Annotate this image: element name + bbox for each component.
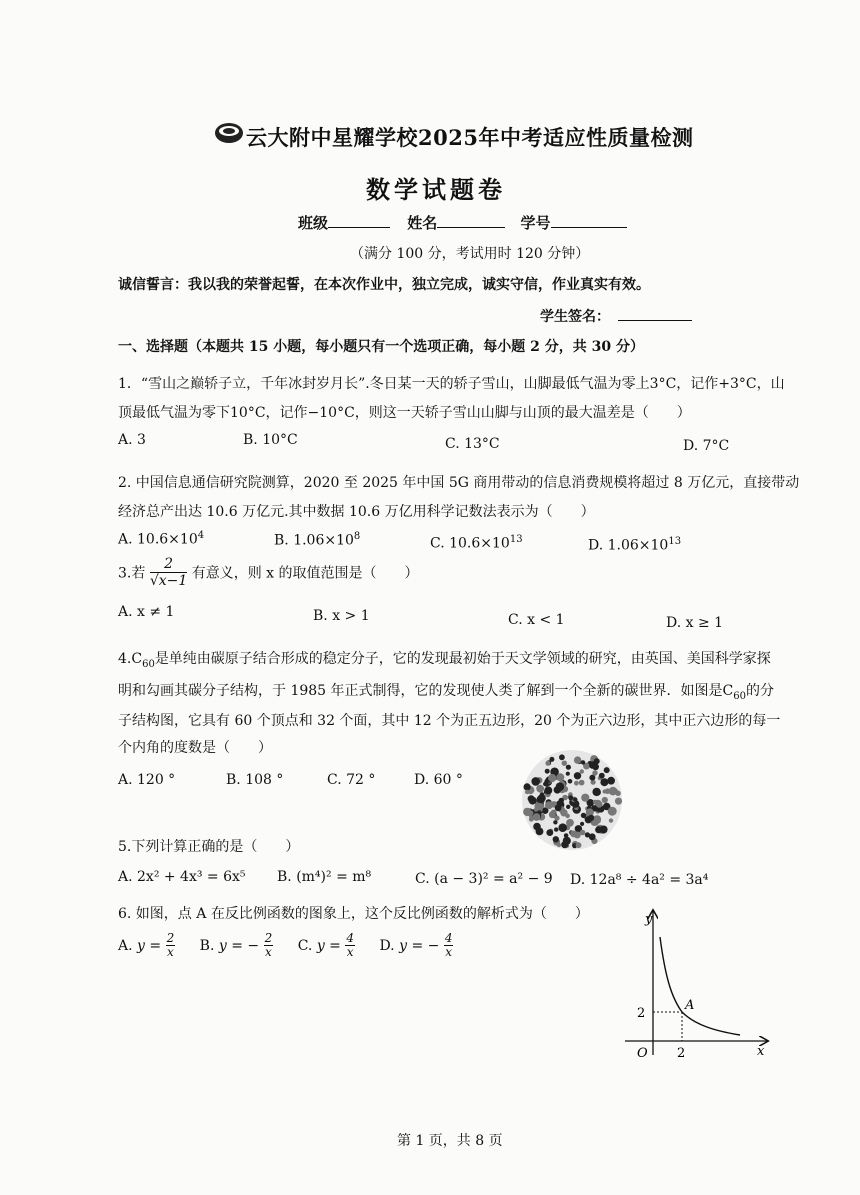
c60-atom (566, 765, 571, 770)
q4-option-b[interactable]: B. 108 ° (226, 772, 284, 788)
c60-atom (533, 813, 541, 821)
q1-option-a[interactable]: A. 3 (118, 432, 146, 448)
c60-atom (615, 791, 620, 796)
q6-option-c[interactable]: C. y = $\frac{4}{x}$ (297, 931, 354, 959)
q1-stem-line2: 顶最低气温为零下10°C，记作−10°C，则这一天轿子雪山山脚与山顶的最大温差是（ ） (118, 405, 691, 421)
c60-atom (548, 774, 556, 782)
c60-atom (570, 831, 574, 835)
c60-atom (580, 769, 584, 773)
c60-atom (604, 767, 610, 773)
q3-fraction: $\frac{2}{√x-1}$ (149, 556, 188, 589)
c60-atom (615, 798, 622, 805)
c60-atom (592, 788, 600, 796)
id-label: 学号 (520, 214, 551, 232)
q2-option-a[interactable]: A. $10.6\times 10^4$ (118, 530, 205, 548)
signature-row (540, 306, 692, 326)
c60-atom (535, 803, 542, 810)
c60-atom (576, 842, 582, 848)
c60-atom (600, 826, 608, 834)
c60-atom (564, 833, 569, 838)
q2-option-b[interactable]: B. $1.06\times 10^8$ (274, 531, 361, 549)
c60-atom (557, 843, 561, 847)
c60-atom (608, 807, 617, 816)
c60-atom (558, 823, 567, 832)
score-info: （满分 100 分，考试用时 120 分钟） (350, 246, 590, 262)
c60-atom (568, 795, 573, 800)
c60-atom (533, 823, 541, 831)
c60-atom (531, 777, 540, 786)
name-field[interactable] (437, 213, 505, 228)
c60-atom (543, 782, 547, 786)
c60-atom (525, 790, 529, 794)
q5-option-d[interactable]: D. 12a⁸ ÷ 4a² = 3a⁴ (570, 872, 709, 888)
honor-pledge: 诚信誓言：我以我的荣誉起誓，在本次作业中，独立完成，诚实守信，作业真实有效。 (118, 277, 650, 293)
c60-atom (602, 797, 608, 803)
q4-option-a[interactable]: A. 120 ° (118, 772, 176, 788)
c60-atom (609, 818, 613, 822)
c60-atom (585, 816, 592, 823)
q1-option-c[interactable]: C. 13°C (445, 436, 500, 452)
school-logo (214, 122, 244, 144)
c60-atom (549, 757, 554, 762)
c60-atom (580, 822, 584, 826)
c60-atom (593, 815, 601, 823)
name-label: 姓名 (407, 214, 438, 232)
q5-option-a[interactable]: A. 2x² + 4x³ = 6x⁵ (118, 869, 246, 885)
c60-atom (574, 756, 581, 763)
c60-atom (574, 772, 581, 779)
q3-stem: 3.若 $\frac{2}{√x-1}$ 有意义，则 x 的取值范围是（ ） (118, 556, 419, 589)
q1-option-b[interactable]: B. 10°C (243, 432, 298, 448)
page-number: 第 1 页，共 8 页 (397, 1133, 503, 1149)
c60-atom (592, 770, 597, 775)
q4-stem-line2: 明和勾画其碳分子结构，于 1985 年正式制得，它的发现使人类了解到一个全新的碳世界．如图是$C_{60}$的分 (118, 683, 774, 702)
student-info-row (298, 212, 627, 233)
c60-molecule-image (518, 745, 626, 855)
school-title: 云大附中星耀学校2025年中考适应性质量检测 (246, 125, 694, 150)
q6-option-a[interactable]: A. y = $\frac{2}{x}$ (118, 931, 175, 959)
class-label: 班级 (298, 214, 329, 232)
c60-atom (528, 795, 535, 802)
q4-stem-line1: $4.C_{60}$是单纯由碳原子结合形成的稳定分子，它的发现最初始于天文学领域的研究，由英国、美国科学家探 (118, 651, 771, 670)
q6-stem: 6. 如图，点 A 在反比例函数的图象上，这个反比例函数的解析式为（ ） (118, 906, 589, 922)
c60-atom (589, 833, 596, 840)
section-heading: 一、选择题（本题共 15 小题，每小题只有一个选项正确，每小题 2 分，共 30 分） (118, 339, 644, 355)
c60-atom (556, 773, 564, 781)
q3-option-a[interactable]: A. x ≠ 1 (118, 604, 175, 620)
q6-option-d[interactable]: D. y = − $\frac{4}{x}$ (379, 931, 453, 959)
c60-atom (568, 779, 573, 784)
hyperbola-curve (660, 937, 740, 1035)
c60-atom (545, 801, 553, 809)
y-axis-label: y (645, 912, 653, 927)
q4-stem-line3: 子结构图，它具有 60 个顶点和 32 个面，其中 12 个为正五边形，20 个为正六边形，其中正六边形的每一 (118, 713, 781, 729)
x-tick-label: 2 (677, 1046, 686, 1061)
c60-atom (524, 783, 531, 790)
c60-atom (596, 801, 603, 808)
c60-atom (574, 781, 579, 786)
c60-atom (607, 777, 615, 785)
c60-atom (600, 778, 608, 786)
c60-atom (545, 769, 550, 774)
c60-atom (536, 785, 544, 793)
c60-atom (549, 811, 556, 818)
signature-field[interactable] (618, 306, 692, 321)
c60-atom (581, 760, 585, 764)
c60-atom (581, 813, 586, 818)
q3-option-d[interactable]: D. x ≥ 1 (666, 615, 724, 631)
c60-atom (573, 797, 577, 801)
y-tick-label: 2 (637, 1006, 646, 1021)
c60-atom (561, 841, 568, 848)
q2-stem-line1: 2. 中国信息通信研究院测算，2020 至 2025 年中国 5G 商用带动的信息消费规模将超过 8 万亿元，直接带动 (118, 475, 800, 491)
point-a-label: A (685, 998, 695, 1013)
class-field[interactable] (328, 213, 390, 228)
q1-option-d[interactable]: D. 7°C (683, 438, 730, 454)
origin-label: O (637, 1046, 648, 1061)
q3-option-b[interactable]: B. x > 1 (313, 608, 370, 624)
x-axis-label: x (757, 1044, 765, 1059)
q2-option-d[interactable]: D. $1.06\times 10^{13}$ (588, 536, 682, 554)
inverse-function-graph (615, 905, 775, 1065)
signature-label: 学生签名： (540, 309, 610, 325)
c60-atom (565, 814, 570, 819)
q2-stem-line2: 经济总产出达 10.6 万亿元.其中数据 10.6 万亿用科学记数法表示为（ ） (118, 504, 595, 520)
q4-stem-line4: 个内角的度数是（ ） (118, 740, 272, 756)
q4-option-c[interactable]: C. 72 ° (327, 772, 376, 788)
c60-atom (545, 761, 550, 766)
c60-atom (566, 772, 570, 776)
c60-atom (599, 773, 605, 779)
c60-atom (594, 758, 600, 764)
c60-atom (553, 820, 557, 824)
q4-option-d[interactable]: D. 60 ° (414, 772, 463, 788)
c60-atom (555, 804, 562, 811)
paper-title: 数学试题卷 (366, 175, 506, 204)
c60-atom (581, 794, 589, 802)
c60-atom (574, 832, 581, 839)
q6-options-row (118, 932, 453, 959)
c60-atom (546, 829, 553, 836)
c60-atom (579, 780, 585, 786)
q5-stem: 5.下列计算正确的是（ ） (118, 839, 300, 855)
c60-atom (556, 782, 565, 791)
q2-option-c[interactable]: C. $10.6\times 10^{13}$ (430, 534, 523, 552)
q5-option-c[interactable]: C. (a − 3)² = a² − 9 (415, 871, 553, 887)
q3-option-c[interactable]: C. x < 1 (508, 612, 565, 628)
c60-atom (554, 827, 558, 831)
q6-option-b[interactable]: B. y = − $\frac{2}{x}$ (199, 931, 273, 959)
c60-atom (553, 836, 559, 842)
q5-option-b[interactable]: B. (m⁴)² = m⁸ (277, 869, 372, 885)
c60-atom (562, 761, 567, 766)
c60-atom (529, 817, 534, 822)
c60-atom (538, 794, 546, 802)
id-field[interactable] (551, 213, 627, 228)
q1-stem-line1: 1．“雪山之巅轿子立，千年冰封岁月长”.冬日某一天的轿子雪山，山脚最低气温为零上3°C，记作+3°C，山 (118, 376, 785, 392)
c60-atom (544, 786, 552, 794)
c60-atom (566, 805, 570, 809)
c60-atom (559, 754, 565, 760)
